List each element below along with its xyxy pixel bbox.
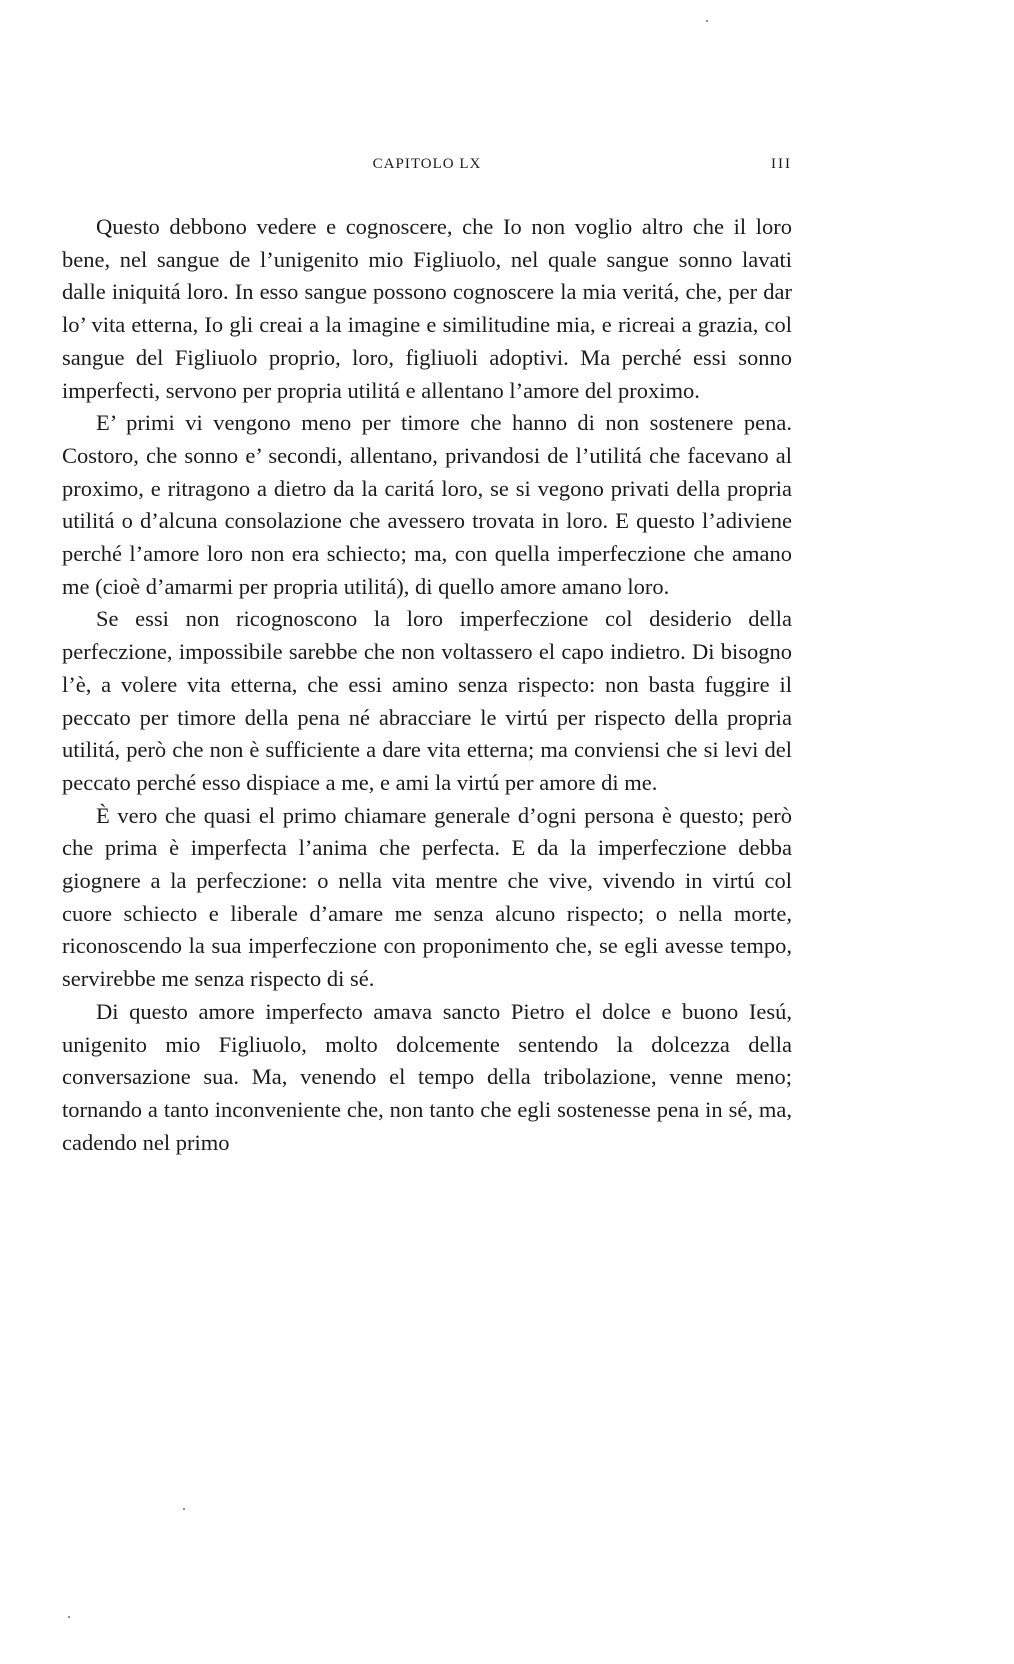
paragraph-4: È vero che quasi el primo chiamare generale d’ogni persona è questo; però che prima è imperfecta l’anima che perfecta. E da la imperfeczione debba giognere a la perfeczione: o nella vita mentre che vive, vivendo in virtú col cuore schiecto e liberale d’amare me senza alcuno rispecto; o nella morte, riconoscendo la sua imperfeczione con proponimento che, se egli avesse tempo, servirebbe me senza rispecto di sé.: [62, 802, 792, 992]
page-header: [62, 156, 792, 180]
running-title: CAPITOLO LX: [372, 156, 482, 172]
scan-speck: [183, 1508, 185, 1510]
body-text: [62, 211, 792, 1159]
page-number: III: [771, 156, 792, 172]
paragraph-5: Di questo amore imperfecto amava sancto Pietro el dolce e buono Iesú, unigenito mio Figliuolo, molto dolcemente sentendo la dolcezza della conversazione sua. Ma, venendo el tempo della tribolazione, venne meno; tornando a tanto inconveniente che, non tanto che egli sostenesse pena in sé, ma, cadendo nel primo: [62, 998, 792, 1155]
scan-speck: [68, 1616, 70, 1618]
paragraph-1: Questo debbono vedere e cognoscere, che Io non voglio altro che il loro bene, nel sangue de l’unigenito mio Figliuolo, nel quale sangue sonno lavati dalle iniquitá loro. In esso sangue possono cognoscere la mia veritá, che, per dar lo’ vita etterna, Io gli creai a la imagine e similitudine mia, e ricreai a grazia, col sangue del Figliuolo proprio, loro, figliuoli adoptivi. Ma perché essi sonno imperfecti, servono per propria utilitá e allentano l’amore del proximo.: [62, 214, 792, 403]
scan-speck: [706, 20, 708, 22]
paragraph-3: Se essi non ricognoscono la loro imperfeczione col desiderio della perfeczione, impossibile sarebbe che non voltassero el capo indietro. Di bisogno l’è, a volere vita etterna, che essi amino senza rispecto: non basta fuggire il peccato per timore della pena né abracciare le virtú per rispecto della propria utilitá, però che non è sufficiente a dare vita etterna; ma conviensi che si levi del peccato perché esso dispiace a me, e ami la virtú per amore di me.: [62, 606, 792, 795]
paragraph-2: E’ primi vi vengono meno per timore che hanno di non sostenere pena. Costoro, che sonno e’ secondi, allentano, privandosi de l’utilitá che facevano al proximo, e ritragono a dietro da la caritá loro, se si vegono privati della propria utilitá o d’alcuna consolazione che avessero trovata in loro. E questo l’adiviene perché l’amore loro non era schiecto; ma, con quella imperfeczione che amano me (cioè d’amarmi per propria utilitá), di quello amore amano loro.: [62, 410, 792, 599]
